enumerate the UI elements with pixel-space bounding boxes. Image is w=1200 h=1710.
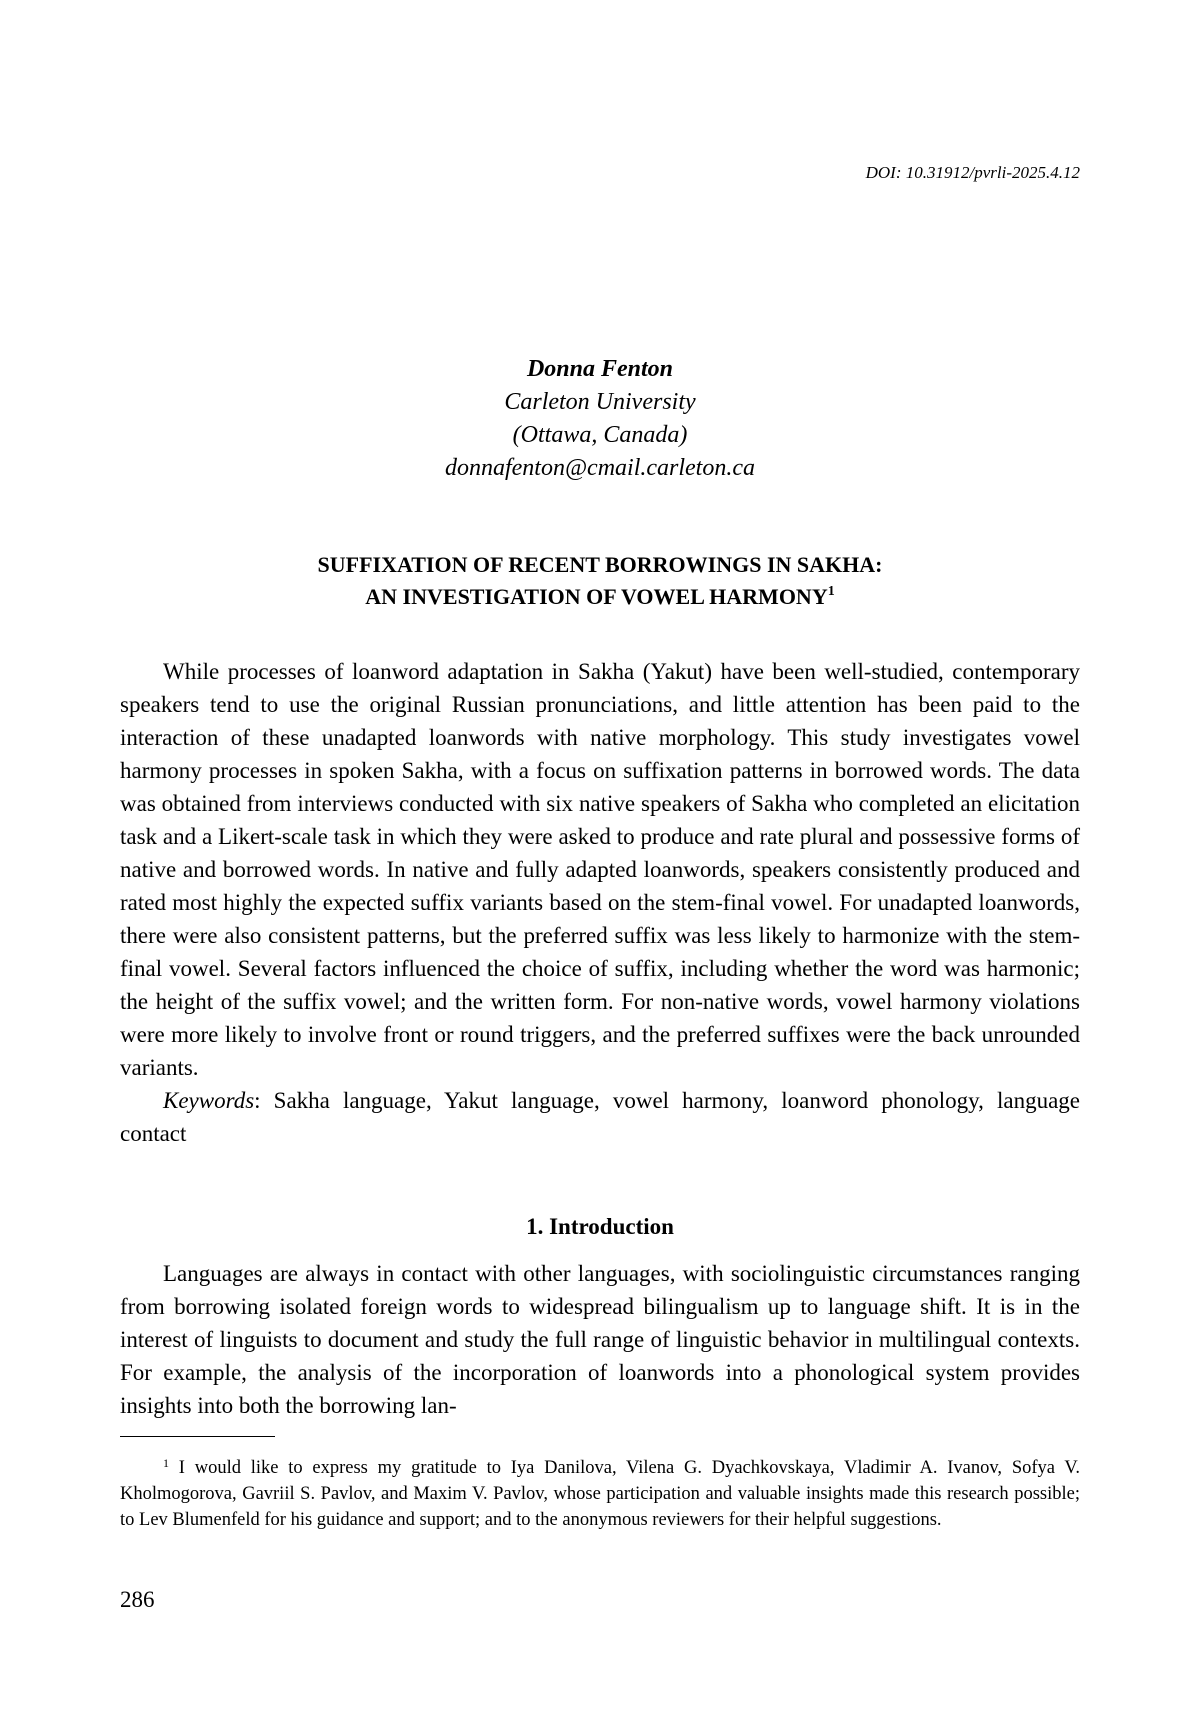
abstract-text: While processes of loanword adaptation in Sakha (Yakut) have been well-studied, contemporary speakers tend to use the original Russian pronunciations, and little attention has been paid to the interaction of these unadapted loanwords with native morphology. This study investigates vowel harmony processes in spoken Sakha, with a focus on suffixation patterns in borrowed words. The data was obtained from interviews conducted with six native speakers of Sakha who completed an elicitation task and a Likert-scale task in which they were asked to produce and rate plural and possessive forms of native and borrowed words. In native and fully adapted loanwords, speakers consistently produced and rated most highly the expected suffix variants based on the stem-final vowel. For unadapted loanwords, there were also consistent patterns, but the preferred suffix was less likely to harmonize with the stem-final vowel. Several factors influenced the choice of suffix, including whether the word was harmonic; the height of the suffix vowel; and the written form. For non-native words, vowel harmony violations were more likely to involve front or round triggers, and the preferred suffixes were the back unrounded variants.	[120, 659, 1080, 1080]
introduction-body	[120, 1257, 1080, 1422]
footnote-marker: 1	[163, 1456, 169, 1470]
paper-title	[0, 549, 1200, 613]
footnote-text: I would like to express my gratitude to Iya Danilova, Vilena G. Dyachkovskaya, Vladimir A. Ivanov, Sofya V. Kholmogorova, Gavriil S. Pavlov, and Maxim V. Pavlov, whose participation and valuable insights made this research possible; to Lev Blumenfeld for his guidance and support; and to the anonymous reviewers for their helpful suggestions.	[120, 1458, 1081, 1530]
footnote-divider	[120, 1436, 275, 1437]
page-number: 286	[120, 1587, 155, 1612]
doi-label: DOI: 10.31912/pvrli-2025.4.12	[865, 163, 1080, 182]
abstract	[120, 655, 1080, 1150]
section-heading-introduction: 1. Introduction	[526, 1214, 674, 1239]
author-location: (Ottawa, Canada)	[512, 422, 688, 448]
paper-title-line-1: SUFFIXATION OF RECENT BORROWINGS IN SAKHA:	[317, 552, 883, 577]
introduction-paragraph: Languages are always in contact with other languages, with sociolinguistic circumstances ranging from borrowing isolated foreign words to widespread bilingualism up to language shift. It is in the interest of linguists to document and study the full range of linguistic behavior in multilingual contexts. For example, the analysis of the incorporation of loanwords into a phonological system provides insights into both the borrowing lan-	[120, 1261, 1080, 1418]
author-name: Donna Fenton	[526, 356, 674, 382]
author-email: donnafenton@cmail.carleton.ca	[444, 455, 756, 481]
paper-title-line-2	[0, 581, 1200, 613]
keywords-paragraph	[120, 1084, 1080, 1150]
keywords-label: Keywords	[163, 1088, 255, 1113]
author-block	[0, 353, 1200, 485]
keywords-list: : Sakha language, Yakut language, vowel harmony, loanword phonology, language contact	[120, 1088, 1080, 1146]
footnote	[120, 1455, 1080, 1533]
paper-title-line-2-text: AN INVESTIGATION OF VOWEL HARMONY	[365, 584, 828, 609]
author-affiliation: Carleton University	[504, 389, 696, 415]
title-footnote-marker[interactable]: 1	[827, 584, 835, 599]
